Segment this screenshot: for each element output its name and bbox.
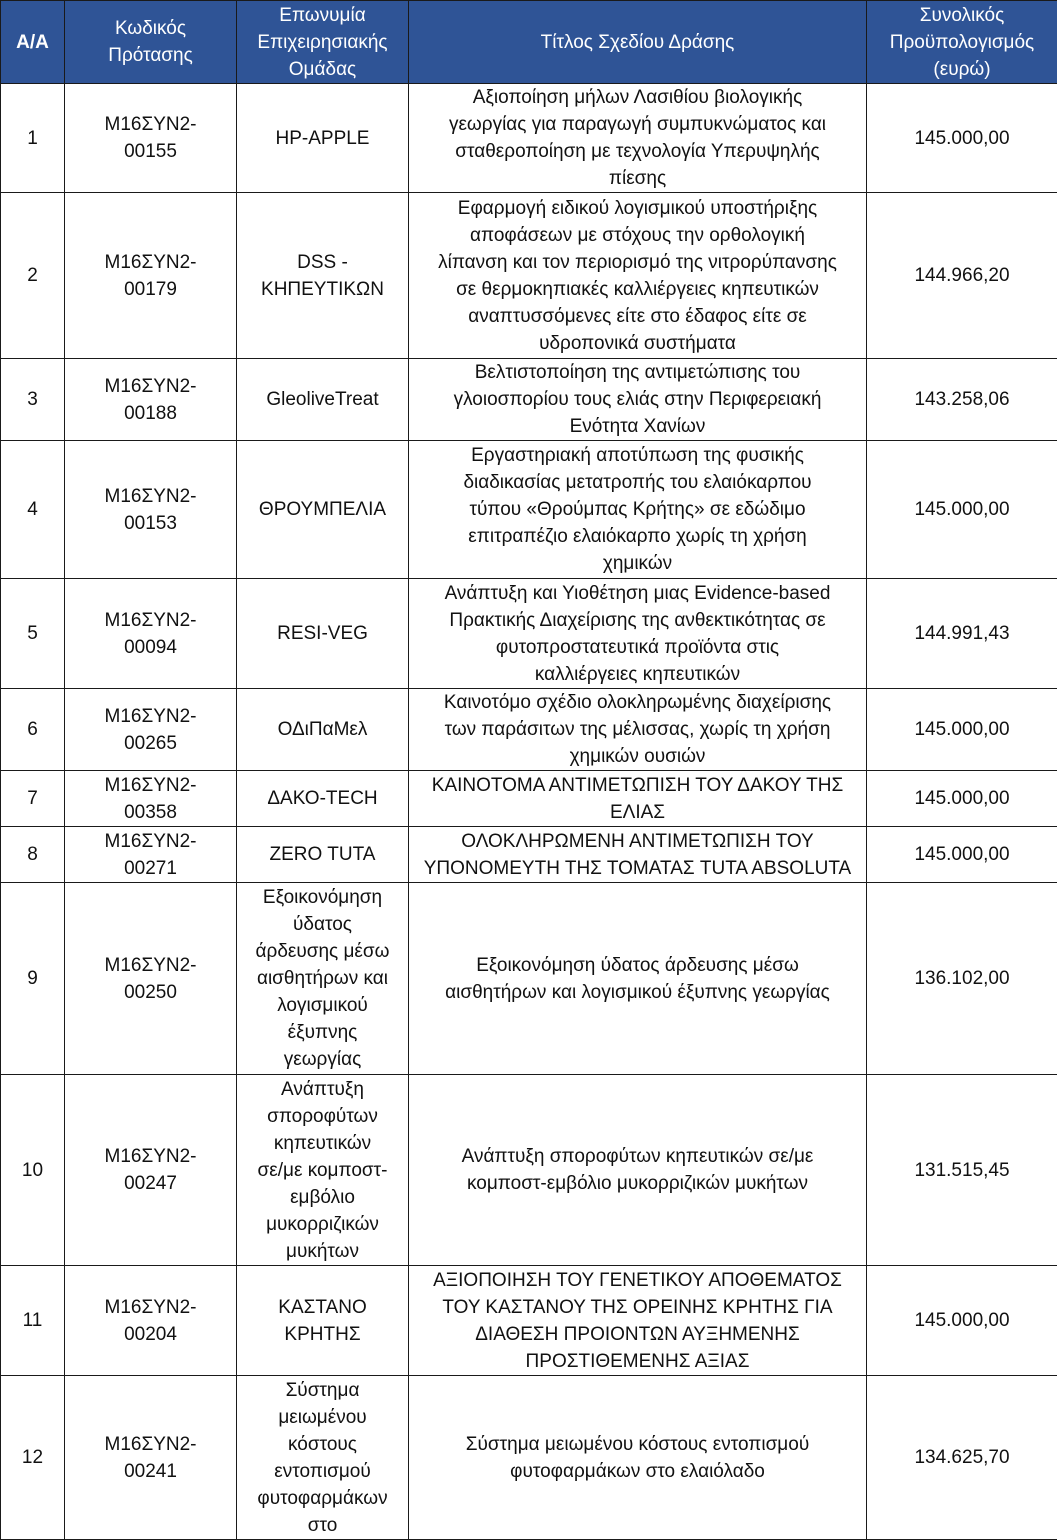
header-code: Κωδικός Πρότασης — [65, 1, 237, 84]
cell-group: Σύστημα μειωμένου κόστους εντοπισμού φυτοφαρμάκων στο — [237, 1376, 409, 1540]
cell-code: Μ16ΣΥΝ2- 00265 — [65, 689, 237, 771]
table-row — [1, 1266, 1057, 1376]
cell-budget: 144.966,20 — [867, 193, 1057, 359]
header-title: Τίτλος Σχεδίου Δράσης — [409, 1, 867, 84]
cell-aa: 8 — [1, 827, 65, 883]
cell-budget: 145.000,00 — [867, 1266, 1057, 1376]
cell-budget: 134.625,70 — [867, 1376, 1057, 1540]
cell-title: Σύστημα μειωμένου κόστους εντοπισμού φυτοφαρμάκων στο ελαιόλαδο — [409, 1376, 867, 1540]
cell-code: Μ16ΣΥΝ2- 00241 — [65, 1376, 237, 1540]
cell-budget: 145.000,00 — [867, 689, 1057, 771]
cell-code: Μ16ΣΥΝ2- 00179 — [65, 193, 237, 359]
cell-group: RESI-VEG — [237, 579, 409, 689]
cell-aa: 9 — [1, 883, 65, 1075]
table-row — [1, 827, 1057, 883]
header-row — [1, 1, 1057, 84]
cell-aa: 6 — [1, 689, 65, 771]
cell-budget: 144.991,43 — [867, 579, 1057, 689]
cell-budget: 131.515,45 — [867, 1075, 1057, 1266]
cell-group: ΘΡΟΥΜΠΕΛΙΑ — [237, 441, 409, 579]
cell-aa: 5 — [1, 579, 65, 689]
cell-group: GleoliveTreat — [237, 359, 409, 441]
cell-title: Αξιοποίηση μήλων Λασιθίου βιολογικής γεωργίας για παραγωγή συμπυκνώματος και σταθεροποίηση με τεχνολογία Υπερυψηλής πίεσης — [409, 84, 867, 193]
cell-title: ΑΞΙΟΠΟΙΗΣΗ ΤΟΥ ΓΕΝΕΤΙΚΟΥ ΑΠΟΘΕΜΑΤΟΣ ΤΟΥ ΚΑΣΤΑΝΟΥ ΤΗΣ ΟΡΕΙΝΗΣ ΚΡΗΤΗΣ ΓΙΑ ΔΙΑΘΕΣΗ ΠΡΟΙΟΝΤΩΝ ΑΥΞΗΜΕΝΗΣ ΠΡΟΣΤΙΘΕΜΕΝΗΣ ΑΞΙΑΣ — [409, 1266, 867, 1376]
cell-aa: 10 — [1, 1075, 65, 1266]
table-row — [1, 441, 1057, 579]
cell-code: Μ16ΣΥΝ2- 00094 — [65, 579, 237, 689]
cell-budget: 145.000,00 — [867, 771, 1057, 827]
header-group: Επωνυμία Επιχειρησιακής Ομάδας — [237, 1, 409, 84]
table-row — [1, 689, 1057, 771]
cell-aa: 4 — [1, 441, 65, 579]
table-row — [1, 359, 1057, 441]
table-row — [1, 579, 1057, 689]
cell-code: Μ16ΣΥΝ2- 00155 — [65, 84, 237, 193]
table-row — [1, 771, 1057, 827]
cell-title: ΟΛΟΚΛΗΡΩΜΕΝΗ ΑΝΤΙΜΕΤΩΠΙΣΗ ΤΟΥ ΥΠΟΝΟΜΕΥΤΗ ΤΗΣ ΤΟΜΑΤΑΣ TUTA ABSOLUTA — [409, 827, 867, 883]
cell-code: Μ16ΣΥΝ2- 00204 — [65, 1266, 237, 1376]
cell-group: Εξοικονόμηση ύδατος άρδευσης μέσω αισθητήρων και λογισμικού έξυπνης γεωργίας — [237, 883, 409, 1075]
table-header — [1, 1, 1057, 84]
cell-aa: 11 — [1, 1266, 65, 1376]
table-row — [1, 193, 1057, 359]
cell-code: Μ16ΣΥΝ2- 00153 — [65, 441, 237, 579]
cell-code: Μ16ΣΥΝ2- 00271 — [65, 827, 237, 883]
cell-title: Εφαρμογή ειδικού λογισμικού υποστήριξης αποφάσεων με στόχους την ορθολογική λίπανση και τον περιορισμό της νιτρορύπανσης σε θερμοκηπιακές καλλιέργειες κηπευτικών αναπτυσσόμενες είτε στο έδαφος είτε σε υδροπονικά συστήματα — [409, 193, 867, 359]
header-budget: Συνολικός Προϋπολογισμός (ευρώ) — [867, 1, 1057, 84]
cell-title: Ανάπτυξη σποροφύτων κηπευτικών σε/με κομποστ-εμβόλιο μυκορριζικών μυκήτων — [409, 1075, 867, 1266]
cell-code: Μ16ΣΥΝ2- 00188 — [65, 359, 237, 441]
cell-code: Μ16ΣΥΝ2- 00247 — [65, 1075, 237, 1266]
table-row — [1, 883, 1057, 1075]
cell-group: DSS - ΚΗΠΕΥΤΙΚΩΝ — [237, 193, 409, 359]
cell-title: Βελτιστοποίηση της αντιμετώπισης του γλοιοσπορίου τους ελιάς στην Περιφερειακή Ενότητα Χανίων — [409, 359, 867, 441]
cell-group: ΟΔιΠαΜελ — [237, 689, 409, 771]
cell-title: Εργαστηριακή αποτύπωση της φυσικής διαδικασίας μετατροπής του ελαιόκαρπου τύπου «Θρούμπας Κρήτης» σε εδώδιμο επιτραπέζιο ελαιόκαρπο χωρίς τη χρήση χημικών — [409, 441, 867, 579]
table-body — [1, 84, 1057, 1540]
cell-code: Μ16ΣΥΝ2- 00250 — [65, 883, 237, 1075]
cell-title: Εξοικονόμηση ύδατος άρδευσης μέσω αισθητήρων και λογισμικού έξυπνης γεωργίας — [409, 883, 867, 1075]
cell-aa: 7 — [1, 771, 65, 827]
cell-group: Ανάπτυξη σποροφύτων κηπευτικών σε/με κομποστ- εμβόλιο μυκορριζικών μυκήτων — [237, 1075, 409, 1266]
table-row — [1, 84, 1057, 193]
cell-aa: 1 — [1, 84, 65, 193]
cell-group: ΚΑΣΤΑΝΟ ΚΡΗΤΗΣ — [237, 1266, 409, 1376]
cell-title: ΚΑΙΝΟΤΟΜΑ ΑΝΤΙΜΕΤΩΠΙΣΗ ΤΟΥ ΔΑΚΟΥ ΤΗΣ ΕΛΙΑΣ — [409, 771, 867, 827]
cell-code: Μ16ΣΥΝ2- 00358 — [65, 771, 237, 827]
cell-aa: 2 — [1, 193, 65, 359]
cell-group: HP-APPLE — [237, 84, 409, 193]
cell-budget: 136.102,00 — [867, 883, 1057, 1075]
cell-title: Ανάπτυξη και Υιοθέτηση μιας Evidence-based Πρακτικής Διαχείρισης της ανθεκτικότητας σε φυτοπροστατευτικά προϊόντα στις καλλιέργειες κηπευτικών — [409, 579, 867, 689]
cell-budget: 145.000,00 — [867, 84, 1057, 193]
cell-budget: 145.000,00 — [867, 827, 1057, 883]
cell-aa: 3 — [1, 359, 65, 441]
table-row — [1, 1075, 1057, 1266]
cell-group: ΔΑΚΟ-TECH — [237, 771, 409, 827]
cell-budget: 143.258,06 — [867, 359, 1057, 441]
cell-title: Καινοτόμο σχέδιο ολοκληρωμένης διαχείρισης των παράσιτων της μέλισσας, χωρίς τη χρήση χημικών ουσιών — [409, 689, 867, 771]
header-aa: Α/Α — [1, 1, 65, 84]
cell-aa: 12 — [1, 1376, 65, 1540]
cell-group: ZERO TUTA — [237, 827, 409, 883]
cell-budget: 145.000,00 — [867, 441, 1057, 579]
table-row — [1, 1376, 1057, 1540]
